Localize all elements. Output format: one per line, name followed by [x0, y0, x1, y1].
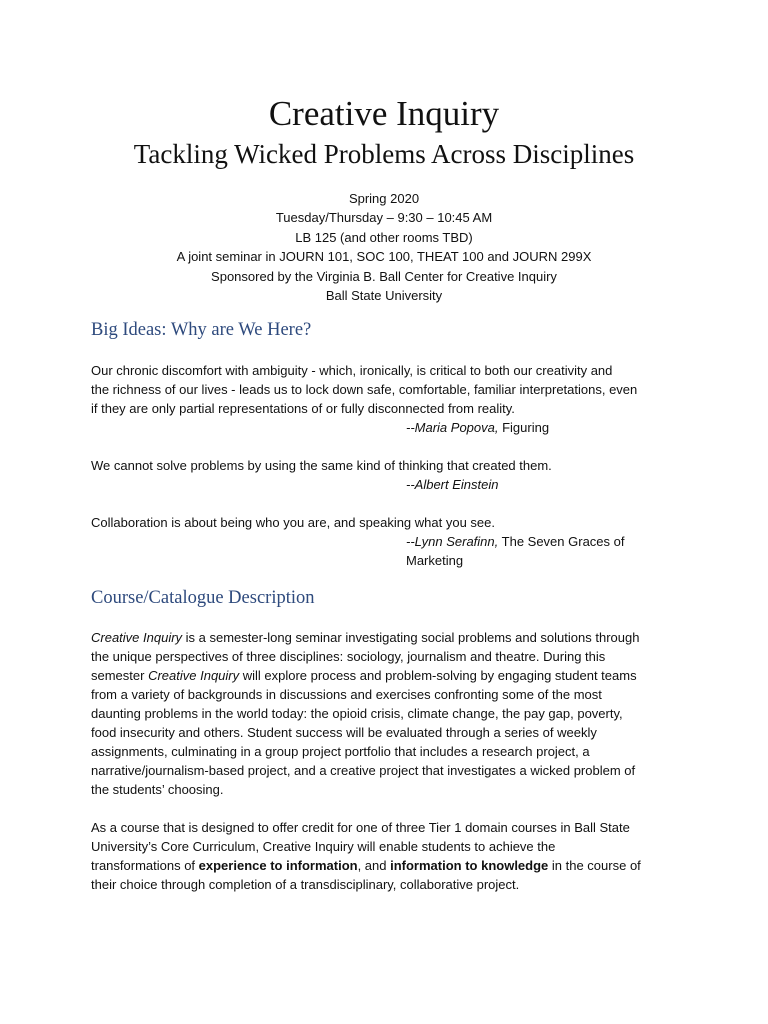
paragraph-text: University’s Core Curriculum, Creative Inquiry will enable students to achieve the — [91, 839, 556, 854]
bold-term: information to knowledge — [390, 858, 549, 873]
course-schedule: Tuesday/Thursday – 9:30 – 10:45 AM — [275, 210, 493, 226]
page-subtitle: Tackling Wicked Problems Across Disciplines — [133, 139, 635, 169]
quote-author: --Lynn Serafinn, — [406, 534, 499, 549]
quote-author: --Albert Einstein — [406, 477, 499, 492]
course-info-block — [0, 189, 768, 305]
bold-term: experience to information — [198, 858, 358, 873]
course-name-emphasis: Creative Inquiry — [148, 668, 240, 683]
quote-source-continued: Marketing — [406, 553, 464, 568]
description-paragraph-2 — [91, 818, 691, 894]
paragraph-text: transformations of — [91, 858, 199, 873]
paragraph-text: is a semester-long seminar investigating social problems and solutions through — [182, 630, 640, 645]
paragraph-text: from a variety of backgrounds in discussions and exercises confronting some of the most — [91, 687, 602, 702]
course-name-emphasis: Creative Inquiry — [91, 630, 183, 645]
paragraph-text: the students’ choosing. — [91, 782, 224, 797]
paragraph-text: will explore process and problem-solving by engaging student teams — [239, 668, 637, 683]
description-paragraph-1 — [91, 628, 691, 799]
paragraph-text: daunting problems in the world today: the opioid crisis, climate change, the pay gap, poverty, — [91, 706, 623, 721]
quote-serafinn — [91, 513, 691, 532]
paragraph-text: the unique perspectives of three disciplines: sociology, journalism and theatre. During this — [91, 649, 606, 664]
quote-line: Collaboration is about being who you are, and speaking what you see. — [91, 515, 495, 530]
paragraph-text: food insecurity and others. Student success will be evaluated through a series of weekly — [91, 725, 597, 740]
quote-popova — [91, 361, 691, 418]
paragraph-text: , and — [357, 858, 391, 873]
paragraph-text: narrative/journalism-based project, and a creative project that investigates a wicked problem of — [91, 763, 636, 778]
quote-line: Our chronic discomfort with ambiguity - which, ironically, is critical to both our creativity and — [91, 363, 613, 378]
paragraph-text: in the course of — [548, 858, 641, 873]
paragraph-text: semester — [91, 668, 149, 683]
course-description-heading: Course/Catalogue Description — [91, 588, 315, 608]
quote-attribution-serafinn — [406, 532, 624, 570]
paragraph-text: As a course that is designed to offer credit for one of three Tier 1 domain courses in Ball State — [91, 820, 630, 835]
paragraph-text: assignments, culminating in a group project portfolio that includes a research project, a — [91, 744, 590, 759]
quote-attribution-popova — [406, 418, 549, 437]
big-ideas-heading: Big Ideas: Why are We Here? — [91, 320, 312, 340]
quote-author: --Maria Popova, — [406, 420, 499, 435]
paragraph-text: their choice through completion of a transdisciplinary, collaborative project. — [91, 877, 520, 892]
quote-line: We cannot solve problems by using the same kind of thinking that created them. — [91, 458, 552, 473]
quote-line: if they are only partial representations of or fully disconnected from reality. — [91, 401, 515, 416]
page-title: Creative Inquiry — [268, 94, 500, 133]
quote-einstein — [91, 456, 691, 475]
quote-attribution-einstein — [406, 475, 498, 494]
course-location: LB 125 (and other rooms TBD) — [295, 229, 473, 245]
quote-line: the richness of our lives - leads us to lock down safe, comfortable, familiar interpretations, even — [91, 382, 638, 397]
course-term: Spring 2020 — [348, 191, 420, 206]
quote-source: The Seven Graces of — [498, 534, 625, 549]
course-listing: A joint seminar in JOURN 101, SOC 100, THEAT 100 and JOURN 299X — [176, 249, 592, 265]
course-university: Ball State University — [325, 288, 443, 304]
course-sponsor: Sponsored by the Virginia B. Ball Center for Creative Inquiry — [211, 268, 557, 284]
quote-source: Figuring — [498, 420, 550, 435]
